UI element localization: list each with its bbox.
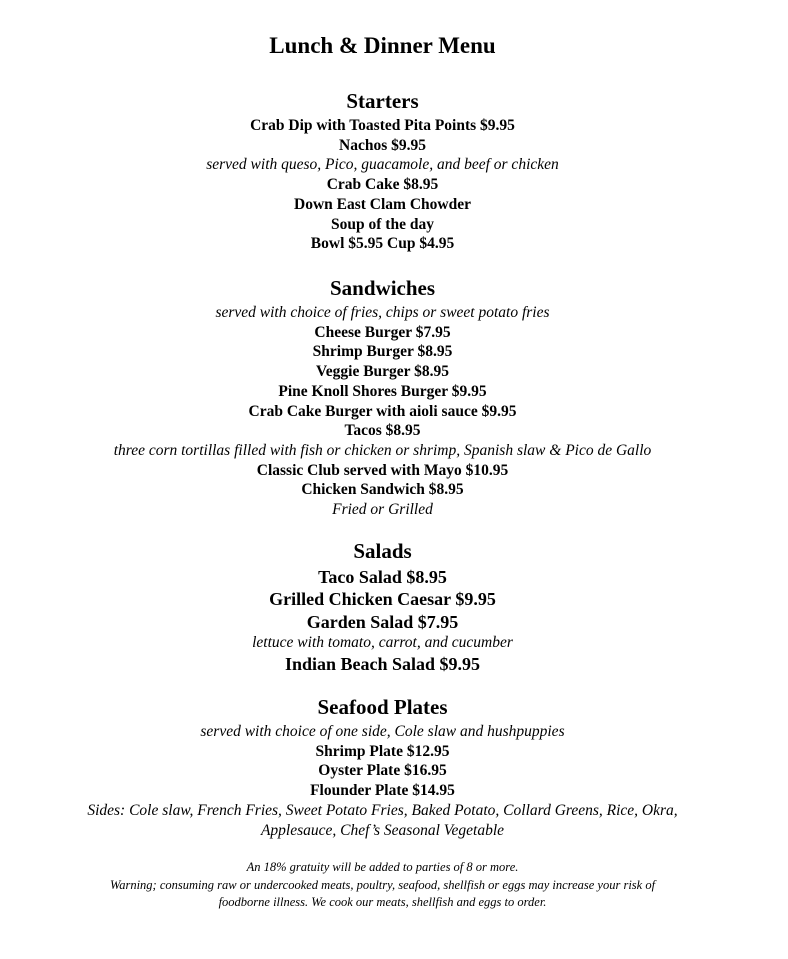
sandwiches-section xyxy=(0,275,765,520)
salads-section xyxy=(0,538,765,675)
gratuity-notice: An 18% gratuity will be added to parties of 8 or more. xyxy=(246,860,519,874)
seafood-heading: Seafood Plates xyxy=(317,695,448,719)
sides-line-2: Applesauce, Chef’s Seasonal Vegetable xyxy=(260,821,505,839)
starters-list xyxy=(0,116,765,254)
menu-item: Garden Salad $7.95 xyxy=(306,611,459,632)
sides-line-1: Sides: Cole slaw, French Fries, Sweet Potato Fries, Baked Potato, Collard Greens, Rice, Okra, xyxy=(87,801,678,819)
seafood-list xyxy=(0,722,765,801)
menu-item: Pine Knoll Shores Burger $9.95 xyxy=(278,382,487,400)
salads-list xyxy=(0,566,765,675)
menu-item: Shrimp Burger $8.95 xyxy=(312,343,453,361)
menu-item: Crab Dip with Toasted Pita Points $9.95 xyxy=(250,117,515,134)
menu-item: Down East Clam Chowder xyxy=(294,195,471,213)
starters-heading: Starters xyxy=(346,89,419,113)
footer-notice xyxy=(0,859,765,912)
sandwiches-heading: Sandwiches xyxy=(329,276,436,300)
seafood-section xyxy=(0,694,765,840)
menu-item: Shrimp Plate $12.95 xyxy=(315,742,450,760)
menu-item: Cheese Burger $7.95 xyxy=(314,323,451,341)
menu-item: Indian Beach Salad $9.95 xyxy=(284,653,481,674)
menu-item: Tacos $8.95 xyxy=(344,422,421,440)
menu-item-description: served with queso, Pico, guacamole, and beef or chicken xyxy=(206,156,559,174)
menu-item: Grilled Chicken Caesar $9.95 xyxy=(269,589,496,610)
menu-item: Crab Cake Burger with aioli sauce $9.95 xyxy=(248,402,517,420)
menu-item-description: served with choice of fries, chips or sweet potato fries xyxy=(215,304,550,321)
menu-item-description: served with choice of one side, Cole slaw and hushpuppies xyxy=(200,723,565,740)
sandwiches-list xyxy=(0,303,765,520)
menu-item-description: lettuce with tomato, carrot, and cucumber xyxy=(252,633,513,651)
menu-item-description: Fried or Grilled xyxy=(332,501,433,519)
menu-item: Bowl $5.95 Cup $4.95 xyxy=(310,235,455,253)
menu-item: Nachos $9.95 xyxy=(339,136,426,154)
menu-item: Flounder Plate $14.95 xyxy=(310,782,455,800)
warning-notice-line-1: Warning; consuming raw or undercooked meats, poultry, seafood, shellfish or eggs may increase your risk of xyxy=(109,877,656,892)
menu-item: Taco Salad $8.95 xyxy=(318,567,447,587)
menu-title: Lunch & Dinner Menu xyxy=(269,33,496,58)
warning-notice-line-2: foodborne illness. We cook our meats, shellfish and eggs to order. xyxy=(218,895,547,909)
menu-item: Veggie Burger $8.95 xyxy=(315,363,450,381)
menu-item: Crab Cake $8.95 xyxy=(326,176,439,194)
starters-section xyxy=(0,88,765,254)
menu-item: Chicken Sandwich $8.95 xyxy=(301,481,464,499)
menu-item: Oyster Plate $16.95 xyxy=(318,762,447,780)
menu-item: Classic Club served with Mayo $10.95 xyxy=(256,461,509,479)
menu-item: Soup of the day xyxy=(331,215,434,233)
salads-heading: Salads xyxy=(353,539,412,563)
menu-item-description: three corn tortillas filled with fish or chicken or shrimp, Spanish slaw & Pico de Gallo xyxy=(113,441,652,459)
